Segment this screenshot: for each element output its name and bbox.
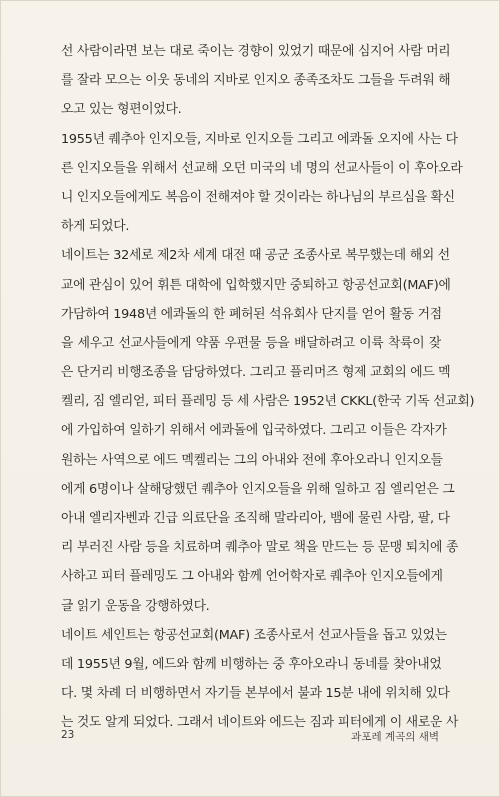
paragraph [61,241,475,620]
text-line: 에게 6명이나 살해당했던 퀘추아 인지오들을 위해 일하고 짐 엘리얻은 그 [61,481,455,497]
text-line: 글 읽기 운동을 강행하였다. [61,598,210,614]
text-line: 는 것도 알게 되었다. 그래서 네이트와 에드는 짐과 피터에게 이 새로운 사 [61,715,459,731]
running-title: 과포레 계곡의 새벽 [351,731,439,743]
text-line: 른 인지오들을 위해서 선교해 오던 미국의 네 명의 선교사들이 이 후아오라 [61,160,463,176]
text-line: 니 인지오들에게도 복음이 전해져야 할 것이라는 하나님의 부르심을 확신 [61,189,455,205]
text-line: 가담하여 1948년 에콰돌의 한 폐허된 석유회사 단지를 얻어 활동 거점 [61,306,442,322]
paragraph [61,37,451,125]
text-line: 다. 몇 차례 더 비행하면서 자기들 본부에서 불과 15분 내에 위치해 있다 [61,686,450,702]
page-footer [61,729,439,744]
text-line: 리 부러진 사람 등을 치료하며 퀘추아 말로 책을 만드는 등 문맹 퇴치에 종 [61,540,459,556]
text-line: 켈리, 짐 엘리얻, 피터 플레밍 등 세 사람은 1952년 CKKL(한국 기독 선교회) [61,394,475,410]
text-line: 를 잘라 모으는 이웃 동네의 지바로 인지오 종족조차도 그들을 두려워 해 [61,73,451,89]
text-line: 에 가입하여 일하기 위해서 에콰돌에 입국하였다. 그리고 이들은 각자가 [61,423,447,439]
text-line: 교에 관심이 있어 휘튼 대학에 입학했지만 중퇴하고 항공선교회(MAF)에 [61,277,451,293]
text-line: 네이트 세인트는 항공선교회(MAF) 조종사로서 선교사들을 돕고 있었는 [61,627,447,643]
text-line: 원하는 사역으로 에드 멕켈리는 그의 아내와 전에 후아오라니 인지오들 [61,452,443,468]
text-line: 을 세우고 선교사들에게 약품 우편물 등을 배달하려고 이륙 착륙이 잦 [61,335,441,351]
text-line: 네이트는 32세로 제2차 세계 대전 때 공군 조종사로 복무했는데 해외 선 [61,248,450,264]
paragraph [61,125,463,242]
text-line: 선 사람이라면 보는 대로 죽이는 경향이 있었기 때문에 심지어 사람 머리 [61,44,451,59]
page-number: 23 [61,729,75,741]
body-text [61,37,475,738]
paragraph [61,621,459,738]
text-line: 아내 엘리자벤과 긴급 의료단을 조직해 말라리아, 뱀에 물린 사람, 팔, 다 [61,511,450,526]
text-line: 1955년 퀘추아 인지오들, 지바로 인지오들 그리고 에콰돌 오지에 사는 다 [61,131,458,147]
text-line: 데 1955년 9월, 에드와 함께 비행하는 중 후아오라니 동네를 찾아내었 [61,656,442,672]
text-line: 은 단거리 비행조종을 담당하였다. 그리고 플리머즈 형제 교회의 에드 멕 [61,365,451,381]
text-line: 오고 있는 형편이었다. [61,102,182,118]
text-line: 사하고 피터 플레밍도 그 아내와 함께 언어학자로 퀘추아 인지오들에게 [61,569,443,585]
text-line: 하게 되었다. [61,219,130,235]
